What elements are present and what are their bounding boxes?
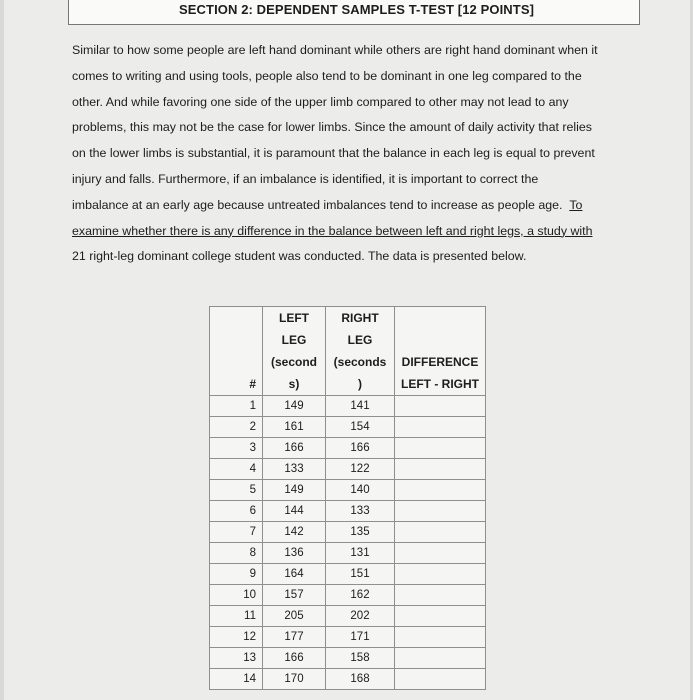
table-row: [210, 417, 486, 438]
paragraph-text: imbalance at an early age because untreated imbalances tend to increase as people age.: [72, 197, 563, 212]
cell-number: 7: [210, 522, 263, 543]
cell-number: 9: [210, 564, 263, 585]
cell-number: 2: [210, 417, 263, 438]
cell-left-leg: 157: [263, 585, 326, 606]
section-title: SECTION 2: DEPENDENT SAMPLES T-TEST [12 POINTS]: [179, 2, 535, 17]
cell-number: 3: [210, 438, 263, 459]
cell-left-leg: 149: [263, 396, 326, 417]
cell-difference: [395, 522, 486, 543]
cell-difference: [395, 501, 486, 522]
cell-right-leg: 162: [326, 585, 395, 606]
table-row: [210, 606, 486, 627]
cell-number: 8: [210, 543, 263, 564]
table-row: [210, 564, 486, 585]
paragraph-line: 21 right-leg dominant college student was conducted. The data is presented below.: [72, 249, 527, 264]
section-header: [68, 0, 640, 25]
header-right-leg: [326, 307, 395, 396]
cell-right-leg: 122: [326, 459, 395, 480]
cell-difference: [395, 585, 486, 606]
cell-number: 10: [210, 585, 263, 606]
cell-right-leg: 133: [326, 501, 395, 522]
cell-right-leg: 141: [326, 396, 395, 417]
cell-left-leg: 142: [263, 522, 326, 543]
cell-left-leg: 170: [263, 669, 326, 690]
header-left-leg: [263, 307, 326, 396]
cell-difference: [395, 396, 486, 417]
table-row: [210, 501, 486, 522]
paragraph-line: problems, this may not be the case for lower limbs. Since the amount of daily activity that relies: [72, 120, 592, 135]
table-row: [210, 459, 486, 480]
cell-difference: [395, 606, 486, 627]
header-line: (seconds: [333, 355, 387, 369]
header-line: LEFT - RIGHT: [401, 377, 479, 391]
table-header-row: [210, 307, 486, 396]
cell-left-leg: 144: [263, 501, 326, 522]
cell-right-leg: 202: [326, 606, 395, 627]
header-difference: [395, 307, 486, 396]
table-row: [210, 543, 486, 564]
cell-number: 6: [210, 501, 263, 522]
paragraph-line: [72, 193, 632, 219]
cell-difference: [395, 564, 486, 585]
header-line: (second: [270, 355, 317, 369]
cell-number: 1: [210, 396, 263, 417]
cell-number: 12: [210, 627, 263, 648]
cell-right-leg: 158: [326, 648, 395, 669]
leg-balance-table: [209, 306, 486, 690]
table-row: [210, 438, 486, 459]
table-row: [210, 480, 486, 501]
cell-number: 11: [210, 606, 263, 627]
cell-number: 4: [210, 459, 263, 480]
cell-number: 13: [210, 648, 263, 669]
table-row: [210, 396, 486, 417]
cell-difference: [395, 459, 486, 480]
cell-left-leg: 164: [263, 564, 326, 585]
table-body: [210, 396, 486, 690]
paragraph-line: comes to writing and using tools, people also tend to be dominant in one leg compared to the: [72, 68, 582, 83]
paragraph-line-underlined: examine whether there is any difference in the balance between left and right legs, a study with: [72, 223, 593, 238]
cell-right-leg: 131: [326, 543, 395, 564]
cell-right-leg: 154: [326, 417, 395, 438]
paragraph-line: injury and falls. Furthermore, if an imbalance is identified, it is important to correct the: [72, 171, 539, 186]
header-line: ): [358, 377, 362, 391]
paragraph-line: other. And while favoring one side of the upper limb compared to other may not lead to any: [72, 94, 569, 109]
paragraph-line: Similar to how some people are left hand dominant while others are right hand dominant when it: [72, 43, 598, 57]
cell-left-leg: 166: [263, 648, 326, 669]
cell-difference: [395, 417, 486, 438]
underlined-text: To: [569, 197, 583, 212]
cell-left-leg: 149: [263, 480, 326, 501]
cell-difference: [395, 438, 486, 459]
table-row: [210, 669, 486, 690]
table-row: [210, 522, 486, 543]
header-number: #: [210, 307, 263, 396]
table-row: [210, 585, 486, 606]
header-line: LEFT: [279, 311, 309, 325]
cell-difference: [395, 480, 486, 501]
cell-left-leg: 177: [263, 627, 326, 648]
cell-left-leg: 161: [263, 417, 326, 438]
cell-right-leg: 166: [326, 438, 395, 459]
document-page: [4, 0, 690, 700]
cell-right-leg: 140: [326, 480, 395, 501]
cell-right-leg: 151: [326, 564, 395, 585]
cell-right-leg: 135: [326, 522, 395, 543]
cell-left-leg: 133: [263, 459, 326, 480]
cell-difference: [395, 627, 486, 648]
header-line: RIGHT: [341, 311, 379, 325]
cell-difference: [395, 543, 486, 564]
cell-left-leg: 136: [263, 543, 326, 564]
data-table-container: [209, 306, 486, 690]
cell-difference: [395, 648, 486, 669]
cell-difference: [395, 669, 486, 690]
paragraph-line: on the lower limbs is substantial, it is paramount that the balance in each leg is equal to prevent: [72, 146, 595, 161]
table-row: [210, 648, 486, 669]
cell-number: 5: [210, 480, 263, 501]
header-line: LEG: [347, 333, 373, 347]
cell-right-leg: 171: [326, 627, 395, 648]
table-row: [210, 627, 486, 648]
header-line: DIFFERENCE: [401, 355, 479, 369]
cell-right-leg: 168: [326, 669, 395, 690]
cell-number: 14: [210, 669, 263, 690]
header-line: s): [288, 377, 300, 391]
problem-description: [72, 38, 632, 270]
cell-left-leg: 205: [263, 606, 326, 627]
header-line: LEG: [281, 333, 307, 347]
cell-left-leg: 166: [263, 438, 326, 459]
